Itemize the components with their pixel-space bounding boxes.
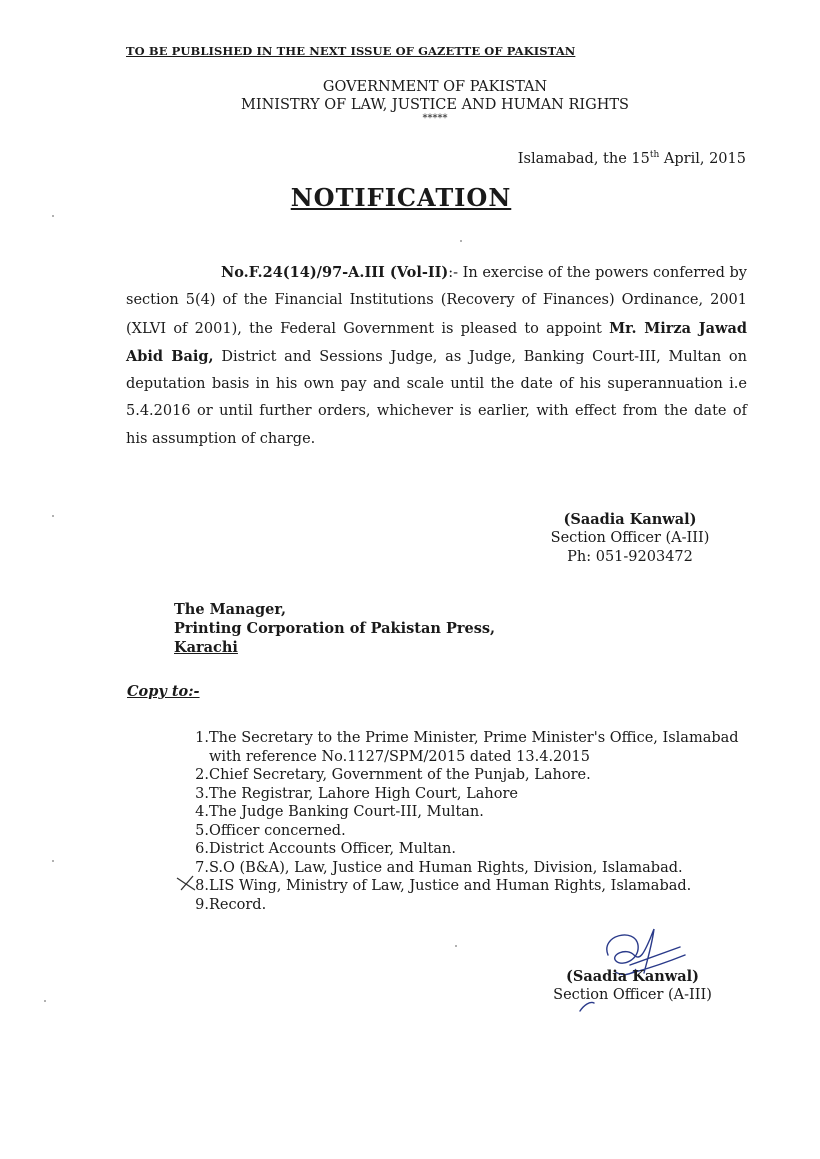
place-date [518,150,746,167]
list-item-number: 3. [195,785,209,802]
signoff-block [520,510,740,567]
signature-block [535,967,730,1005]
list-item [178,877,778,896]
addressee-block [174,600,495,657]
scan-speck [460,240,462,242]
list-item [178,803,778,822]
list-item-text: Record. [209,896,267,913]
list-item-text-cont: with reference No.1127/SPM/2015 dated 13.4.2015 [209,748,590,765]
copy-to-heading: Copy to:- [127,683,200,700]
list-item-number: 5. [195,822,209,839]
date-suffix: April, 2015 [659,150,746,167]
signoff-phone: Ph: 051-9203472 [567,549,693,565]
date-ordinal: th [649,150,660,160]
list-item-number: 1. [195,730,209,746]
header-stars: ***** [422,113,448,124]
list-item-text: Chief Secretary, Government of the Punjab, Lahore. [209,767,591,783]
addressee-city: Karachi [174,639,238,656]
gazette-note: TO BE PUBLISHED IN THE NEXT ISSUE OF GAZETTE OF PAKISTAN [126,44,576,58]
list-item-text: The Judge Banking Court-III, Multan. [209,804,484,820]
list-item-text: S.O (B&A), Law, Justice and Human Rights, Division, Islamabad. [209,859,683,876]
body-text-part2: District and Sessions Judge, as Judge, Banking Court-III, Multan on deputation basis in his own pay and scale until the date of his superannuation i.e 5.4.2016 or until further orders, whichever is earlier, with effect from the date of his assumption of charge. [126,348,747,447]
notification-body [126,259,747,453]
list-item-number: 6. [195,841,209,857]
list-item-number: 9. [195,896,209,913]
letterhead [0,78,820,124]
signature-name: (Saadia Kanwal) [566,968,699,985]
copy-list [178,729,778,914]
list-item [178,766,778,785]
list-item-text: The Registrar, Lahore High Court, Lahore [209,785,518,802]
list-item [178,785,778,804]
list-item-text: District Accounts Officer, Multan. [209,841,456,857]
addressee-line1: The Manager, [174,601,286,618]
scan-speck [455,945,457,947]
list-item-text: LIS Wing, Ministry of Law, Justice and Human Rights, Islamabad. [209,878,692,894]
list-item-number: 8. [195,878,209,894]
list-item-text: Officer concerned. [209,822,346,839]
government-line: GOVERNMENT OF PAKISTAN [322,79,548,95]
list-item [178,896,778,915]
list-item [178,729,778,766]
scan-speck [44,1000,46,1002]
scan-speck [52,215,54,217]
list-item-number: 7. [195,859,209,876]
signoff-designation: Section Officer (A-III) [550,530,710,546]
list-item [178,840,778,859]
scan-speck [52,515,54,517]
list-item-number: 4. [195,804,209,820]
appointee-name: Mr. Mirza Jawad Abid Baig, [126,319,747,365]
signoff-name: (Saadia Kanwal) [563,511,697,528]
list-item-number: 2. [195,767,209,783]
scan-speck [52,860,54,862]
signature-designation: Section Officer (A-III) [553,987,712,1003]
body-text-part1: :- In exercise of the powers conferred by section 5(4) of the Financial Institutions (Recovery of Finances) Ordinance, 2001 (XLVI of 2001), the Federal Government is pleased to appoint [126,265,748,337]
ministry-line: MINISTRY OF LAW, JUSTICE AND HUMAN RIGHTS [241,97,629,113]
list-item [178,859,778,878]
date-prefix: Islamabad, the 15 [517,150,650,167]
list-item-text: The Secretary to the Prime Minister, Prime Minister's Office, Islamabad [209,730,739,746]
addressee-line2: Printing Corporation of Pakistan Press, [174,620,496,637]
reference-number: No.F.24(14)/97-A.III (Vol-II) [221,264,449,281]
list-item [178,822,778,841]
pen-strike-mark [175,874,199,894]
page-title: NOTIFICATION [290,183,512,212]
